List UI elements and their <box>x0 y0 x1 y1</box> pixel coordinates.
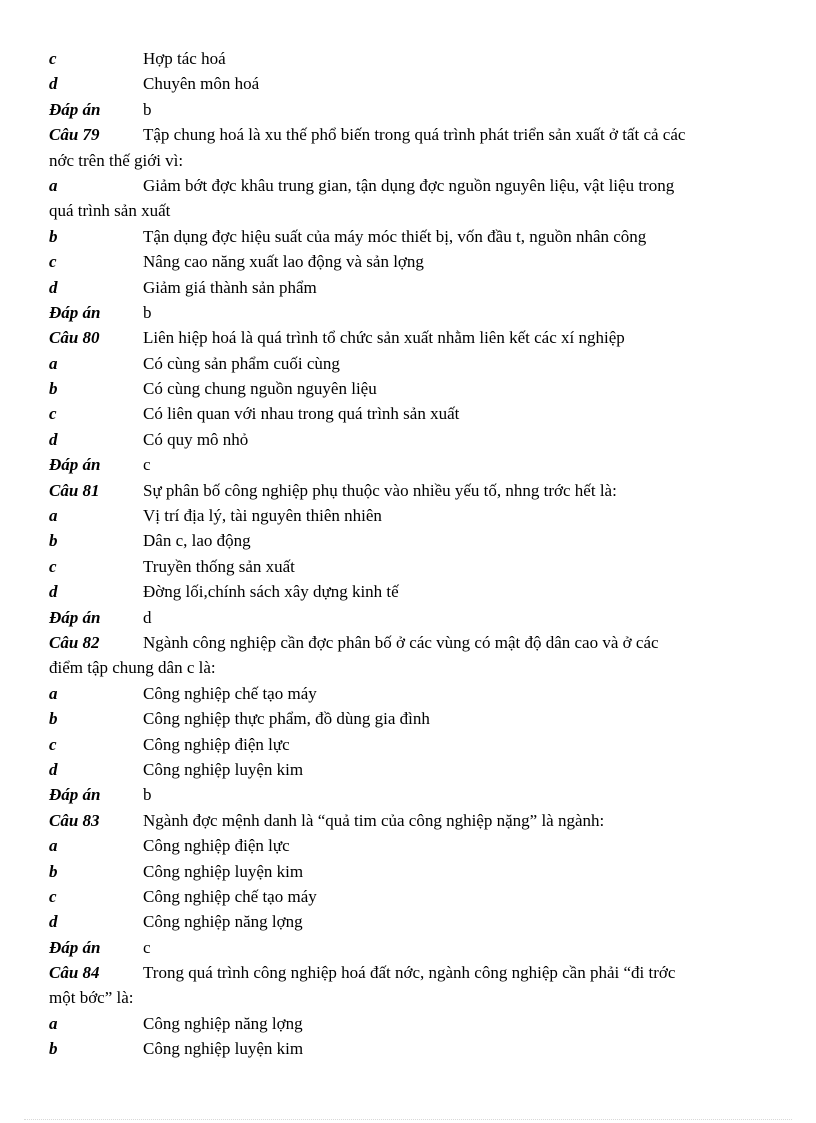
answer-line <box>49 452 769 477</box>
option-text: Công nghiệp điện lực <box>143 836 290 856</box>
answer-value: b <box>143 785 152 805</box>
question-line <box>49 808 769 833</box>
option-text: Nâng cao năng xuất lao động và sản lợng <box>143 252 424 272</box>
question-text: Liên hiệp hoá là quá trình tổ chức sản xuất nhằm liên kết các xí nghiệp <box>143 328 625 348</box>
option-letter: a <box>49 683 58 703</box>
option-line <box>49 757 769 782</box>
option-text: Công nghiệp năng lợng <box>143 1013 303 1033</box>
option-letter: b <box>49 531 58 551</box>
option-text: Có liên quan với nhau trong quá trình sản xuất <box>143 404 460 424</box>
option-letter: b <box>49 379 58 399</box>
option-letter: b <box>49 1039 58 1059</box>
option-text: Công nghiệp thực phẩm, đồ dùng gia đình <box>143 709 430 729</box>
answer-line <box>49 97 769 122</box>
option-text: Dân c, lao động <box>143 531 251 551</box>
question-line <box>49 325 769 350</box>
option-letter: a <box>49 506 58 526</box>
continuation-line <box>49 198 769 223</box>
option-line <box>49 579 769 604</box>
question-text: Trong quá trình công nghiệp hoá đất nớc, ngành công nghiệp cần phải “đi trớc <box>143 963 676 983</box>
option-letter: d <box>49 429 58 449</box>
option-letter: b <box>49 861 58 881</box>
option-line <box>49 249 769 274</box>
answer-label: Đáp án <box>49 785 101 805</box>
option-letter: c <box>49 556 57 576</box>
answer-value: c <box>143 937 151 957</box>
option-text: Công nghiệp luyện kim <box>143 759 304 779</box>
question-number: Câu 83 <box>49 810 100 830</box>
answer-value: d <box>143 607 152 627</box>
answer-line <box>49 782 769 807</box>
option-letter: c <box>49 252 57 272</box>
option-line <box>49 732 769 757</box>
option-letter: a <box>49 836 58 856</box>
line-text: một bớc” là: <box>49 988 134 1008</box>
option-letter: d <box>49 759 58 779</box>
option-text: Giảm giá thành sản phẩm <box>143 277 317 297</box>
option-line <box>49 528 769 553</box>
option-line <box>49 71 769 96</box>
option-line <box>49 224 769 249</box>
option-text: Truyền thống sản xuất <box>143 556 295 576</box>
question-number: Câu 79 <box>49 125 100 145</box>
option-letter: c <box>49 49 57 68</box>
continuation-line <box>49 148 769 173</box>
option-line <box>49 275 769 300</box>
line-text: nớc trên thế giới vì: <box>49 150 184 170</box>
question-line <box>49 630 769 655</box>
continuation-line <box>49 655 769 680</box>
option-line <box>49 351 769 376</box>
option-text: Vị trí địa lý, tài nguyên thiên nhiên <box>143 506 382 526</box>
option-line <box>49 503 769 528</box>
quiz-content <box>49 46 769 1062</box>
option-text: Công nghiệp chế tạo máy <box>143 683 317 703</box>
question-number: Câu 84 <box>49 963 100 983</box>
option-letter: c <box>49 404 57 424</box>
option-text: Công nghiệp điện lực <box>143 734 290 754</box>
answer-line <box>49 605 769 630</box>
answer-value: b <box>143 99 152 119</box>
option-letter: a <box>49 175 58 195</box>
option-line <box>49 681 769 706</box>
answer-line <box>49 935 769 960</box>
question-number: Câu 80 <box>49 328 100 348</box>
option-line <box>49 1036 769 1061</box>
answer-label: Đáp án <box>49 607 101 627</box>
option-line <box>49 173 769 198</box>
option-line <box>49 401 769 426</box>
option-line <box>49 909 769 934</box>
option-text: Tận dụng đợc hiệu suất của máy móc thiết bị, vốn đầu t, nguồn nhân công <box>143 226 647 246</box>
answer-label: Đáp án <box>49 99 101 119</box>
option-text: Công nghiệp năng lợng <box>143 912 303 932</box>
option-text: Công nghiệp luyện kim <box>143 861 304 881</box>
option-line <box>49 833 769 858</box>
continuation-line <box>49 985 769 1010</box>
page-bottom-rule <box>24 1119 792 1120</box>
line-text: điểm tập chung dân c là: <box>49 658 216 678</box>
answer-value: c <box>143 455 151 475</box>
option-letter: c <box>49 734 57 754</box>
question-line <box>49 122 769 147</box>
option-letter: d <box>49 277 58 297</box>
line-text: quá trình sản xuất <box>49 201 171 221</box>
question-line <box>49 960 769 985</box>
option-text: Hợp tác hoá <box>143 49 226 68</box>
option-text: Công nghiệp luyện kim <box>143 1039 304 1059</box>
option-text: Đờng lối,chính sách xây dựng kinh tế <box>143 582 399 602</box>
option-letter: a <box>49 353 58 373</box>
option-line <box>49 376 769 401</box>
option-letter: d <box>49 582 58 602</box>
option-line <box>49 554 769 579</box>
answer-line <box>49 300 769 325</box>
answer-label: Đáp án <box>49 455 101 475</box>
option-line <box>49 859 769 884</box>
question-number: Câu 81 <box>49 480 100 500</box>
option-text: Có quy mô nhỏ <box>143 429 249 449</box>
option-letter: a <box>49 1013 58 1033</box>
option-line <box>49 46 769 71</box>
answer-label: Đáp án <box>49 937 101 957</box>
option-letter: b <box>49 709 58 729</box>
question-text: Ngành công nghiệp cần đợc phân bố ở các vùng có mật độ dân cao và ở các <box>143 632 659 652</box>
question-number: Câu 82 <box>49 632 100 652</box>
option-line <box>49 884 769 909</box>
question-text: Ngành đợc mệnh danh là “quả tim của công nghiệp nặng” là ngành: <box>143 810 605 830</box>
option-text: Chuyên môn hoá <box>143 74 260 94</box>
question-text: Sự phân bố công nghiệp phụ thuộc vào nhiều yếu tố, nhng trớc hết là: <box>143 480 617 500</box>
option-text: Có cùng chung nguồn nguyên liệu <box>143 379 377 399</box>
option-letter: c <box>49 886 57 906</box>
option-line <box>49 427 769 452</box>
option-text: Giảm bớt đợc khâu trung gian, tận dụng đợc nguồn nguyên liệu, vật liệu trong <box>143 175 675 195</box>
option-text: Có cùng sản phẩm cuối cùng <box>143 353 340 373</box>
answer-label: Đáp án <box>49 302 101 322</box>
option-letter: b <box>49 226 58 246</box>
option-letter: d <box>49 912 58 932</box>
question-text: Tập chung hoá là xu thế phổ biến trong quá trình phát triển sản xuất ở tất cả các <box>143 125 686 145</box>
option-text: Công nghiệp chế tạo máy <box>143 886 317 906</box>
answer-value: b <box>143 302 152 322</box>
option-line <box>49 1011 769 1036</box>
option-letter: d <box>49 74 58 94</box>
option-line <box>49 706 769 731</box>
question-line <box>49 478 769 503</box>
